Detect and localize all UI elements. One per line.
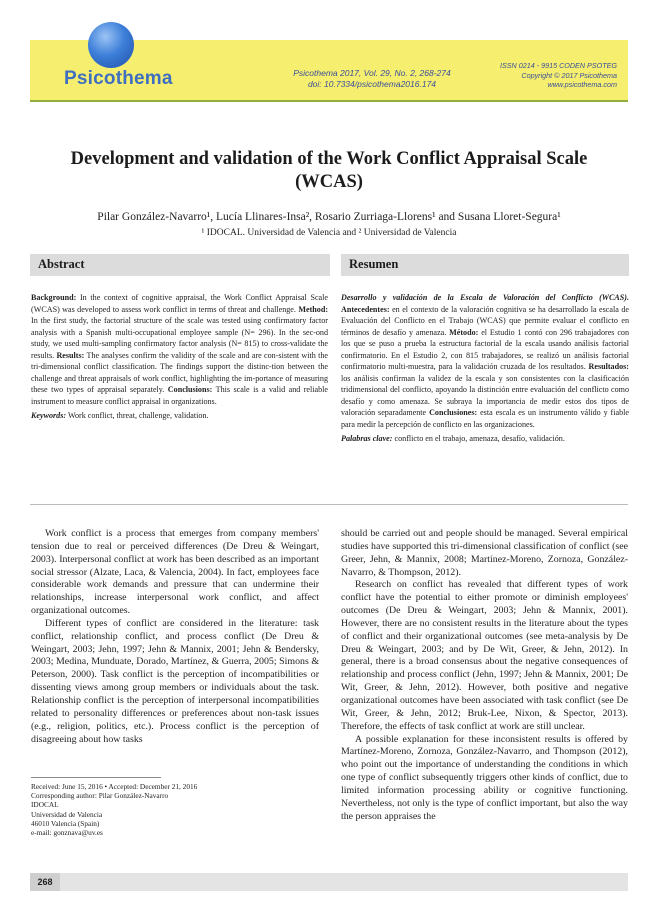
body-paragraph: A possible explanation for these inconsistent results is offered by Martínez-Moreno, Zornoza, González-Navarro, and Thompson (2012), who point out the importance of understanding the conditions in which one type of conflict subsequently triggers other kinds of conflict, due to limited information processing ability or cognitive functioning. Nevertheless, not only is the type of conflict important, but also the way the person appraises the [341, 733, 628, 822]
body-paragraph: Different types of conflict are considered in the literature: task conflict, relationship conflict, and process conflict (De Dreu & Weingart, 2003; Jehn, 1997; Jehn & Mannix, 2001; Jehn & Bendersky, 2003; Medina, Munduate, Dorado, Martínez, & Guerra, 2005; Simons & Peterson, 2000). Task conflict is the perception of incompatibilities or dissenting views among group members or individuals about the task. Relationship conflict is the perception of interpersonal incompatibilities related to personality differences or preferences about non-task issues (e.g., religion, politics, etc.). Process conflict is the perception of disagreeing about how tasks [31, 617, 319, 745]
label-background: Background: [31, 293, 77, 302]
page-number: 268 [30, 873, 60, 891]
footnote-org: IDOCAL [31, 800, 59, 810]
abstract-keywords [31, 410, 328, 422]
label-resultados: Resultados: [588, 362, 629, 371]
footnote-city: 46010 Valencia (Spain) [31, 818, 100, 828]
label-metodo: Método: [449, 327, 479, 337]
text-antecedentes: en el contexto de la valoración cognitiva se ha desarrollado la escala de Evaluación del Conflicto en el Trabajo (WCAS) que permite evaluar el conflicto en términos de desafío y amenaza. [341, 304, 629, 337]
footnotes [31, 782, 319, 837]
resumen-paragraph [341, 292, 629, 430]
author-list: Pilar González-Navarro¹, Lucía Llinares-Insa², Rosario Zurriaga-Llorens¹ and Susana Lloret-Segura¹ [97, 211, 561, 223]
website-link[interactable]: www.psicothema.com [547, 80, 617, 89]
footnote-divider [31, 777, 161, 778]
body-column-right [341, 528, 628, 823]
abstract-paragraph [31, 292, 328, 407]
resumen-body [341, 292, 629, 448]
label-method: Method: [298, 304, 329, 314]
journal-logo-text: Psicothema [64, 68, 173, 89]
citation-block [252, 68, 492, 90]
label-results: Results: [56, 350, 85, 360]
resumen-keywords [341, 433, 629, 445]
text-palabras-clave: conflicto en el trabajo, amenaza, desafío, validación. [394, 434, 565, 443]
text-method: In the first study, the factorial structure of the scale was tested using confirmatory factor analysis with a Spanish multi-occupational employee sample (N= 296). In the sec-ond study, we used multi-sampling confirmatory factor analysis (N= 815) to cross-validate the results. [31, 316, 328, 360]
footer-band [30, 873, 628, 891]
header-divider [30, 100, 628, 102]
email-link[interactable]: e-mail: gonznava@uv.es [31, 828, 103, 838]
label-keywords: Keywords: [31, 411, 67, 420]
text-metodo: el Estudio 1 contó con 296 trabajadores con los que se puso a prueba la estructura factorial de la escala usando análisis factorial confirmatorio. En el Estudio 2, con 815 trabajadores, se realizó un análisis factorial confirmatorio multi-muestra, para la validación cruzada de los resultados. [341, 327, 630, 371]
body-paragraph: Work conflict is a process that emerges from company members' tension due to real or perceived differences (De Dreu & Weingart, 2003). Interpersonal conflict at work has been described as an important social stressor (Alzate, Laca, & Valencia, 2004). In fact, employees face considerable work demands and pressure that can undermine their relationships, increase interpersonal work conflict, and affect organizational outcomes. [31, 528, 319, 617]
text-conclusions: This scale is a valid and reliable instrument to measure conflict appraisal in organizations. [31, 385, 328, 406]
abstract-body [31, 292, 328, 425]
issn: ISSN 0214 - 9915 CODEN PSOTEG [499, 61, 617, 70]
resumen-title: Desarrollo y validación de la Escala de Valoración del Conflicto (WCAS). [341, 293, 629, 302]
footnote-university: Universidad de Valencia [31, 809, 103, 819]
body-paragraph: should be carried out and people should be managed. Several empirical studies have supported this tri-dimensional classification of conflict (see Greer, Jehn, & Mannix, 2008; Martínez-Moreno, Zornoza, González-Navarro, & Thompson, 2012). [341, 528, 628, 578]
body-column-left [31, 528, 319, 746]
received-dates: Received: June 15, 2016 • Accepted: December 21, 2016 [31, 782, 198, 791]
affiliations: ¹ IDOCAL. Universidad de Valencia and ² Universidad de Valencia [201, 228, 457, 238]
resumen-heading: Resumen [341, 254, 629, 276]
issn-block [457, 61, 617, 90]
label-antecedentes: Antecedentes: [341, 304, 390, 314]
text-conclusiones: esta escala es un instrumento válido y fiable para medir la percepción de conflicto en las organizaciones. [341, 408, 629, 429]
copyright: Copyright © 2017 Psicothema [521, 70, 617, 80]
abstract-heading: Abstract [30, 254, 330, 276]
citation: Psicothema 2017, Vol. 29, No. 2, 268-274 [293, 68, 451, 78]
label-palabras-clave: Palabras clave: [341, 434, 393, 443]
article-title: Development and validation of the Work Conflict Appraisal Scale (WCAS) [70, 149, 588, 192]
corresponding-author: Corresponding author: Pilar González-Navarro [31, 791, 169, 801]
text-resultados: los análisis confirman la validez de la escala y son consistentes con la clasificación tridimensional del conflicto, apoyando la distinción entre evaluación del conflicto como desafío y como amenaza. Se subraya la importancia de medir estos dos tipos de valoración separadamente [341, 373, 629, 417]
label-conclusions: Conclusions: [167, 385, 213, 394]
doi[interactable]: doi: 10.7334/psicothema2016.174 [307, 79, 437, 89]
label-conclusiones: Conclusiones: [429, 408, 478, 417]
text-results: The analyses confirm the validity of the scale and are con-sistent with the tri-dimensional conflict classification. The findings support the distinc-tion between the challenge and threat appraisals of work conflict, highlighting the im-portance of measuring these two types of appraisal separately. [31, 350, 328, 394]
section-divider [30, 504, 628, 505]
body-paragraph: Research on conflict has revealed that different types of work conflict have the potential to either promote or diminish employees' outcomes (De Dreu & Weingart, 2003; Jehn & Mannix, 2001). However, there are no consistent results in the literature about the types of conflict and their organizational outcomes (see meta-analysis by De Dreu & Weingart, 2003; and by De Wit, Greer, & Jehn, 2012). In general, there is a broad consensus about the negative consequences of relationship and process conflict (Jehn, 1997; Jehn & Mannix, 2001; De Wit, Greer, & Jehn, 2012). However, both positive and negative organizational outcomes have been associated with task conflict (see De Wit, Greer, & Jehn, 2012; Bruk-Lee, Nixon, & Spector, 2013). Therefore, the effects of task conflict at work are still unclear. [341, 579, 628, 732]
text-keywords: Work conflict, threat, challenge, validation. [67, 411, 209, 420]
psicothema-logo-icon [88, 22, 134, 68]
text-background: In the context of cognitive appraisal, the Work Conflict Appraisal Scale (WCAS) was developed to assess work conflict in terms of threat and challenge. [31, 293, 328, 314]
